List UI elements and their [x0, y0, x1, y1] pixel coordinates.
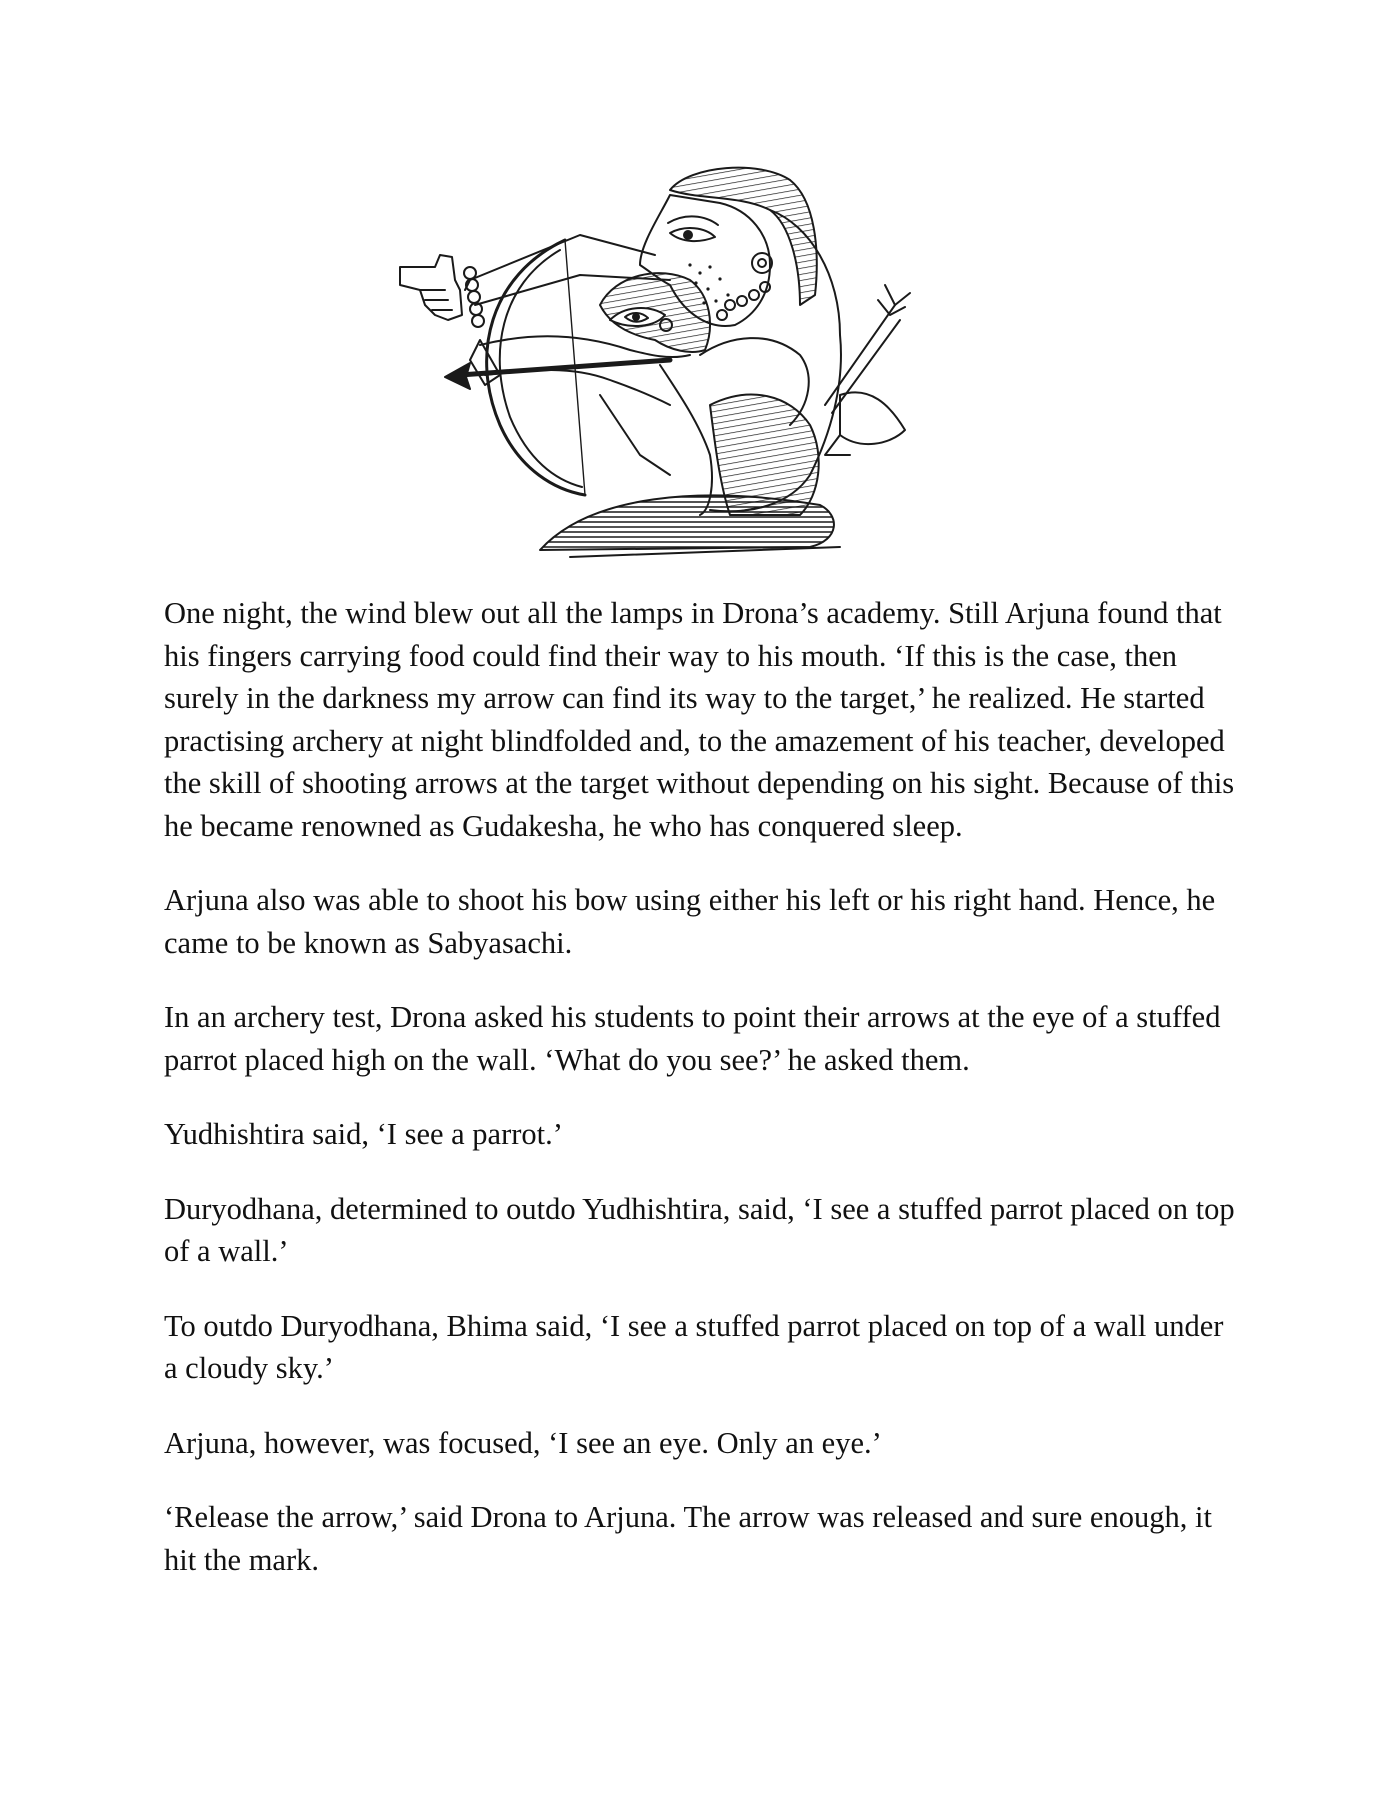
arjuna-body	[710, 395, 819, 515]
story-text	[164, 592, 1244, 1613]
paragraph-7: Arjuna, however, was focused, ‘I see an eye. Only an eye.’	[164, 1425, 882, 1460]
paragraph-4: Yudhishtira said, ‘I see a parrot.’	[164, 1117, 563, 1151]
arrow	[460, 360, 670, 375]
paragraph-5: Duryodhana, determined to outdo Yudhishtira, said, ‘I see a stuffed parrot placed on top of a wall.’	[164, 1191, 1235, 1268]
paragraph-1: One night, the wind blew out all the lamps in Drona’s academy. Still Arjuna found that his fingers carrying food could find their way to his mouth. ‘If this is the case, then surely in the darkness my arrow can find its way to the target,’ he realized. He started practising archery at night blindfolded and, to the amazement of his teacher, developed the skill of shooting arrows at the target without depending on his sight. Because of this he became renowned as Gudakesha, he who has conquered sleep.	[164, 596, 1235, 843]
paragraph-6: To outdo Duryodhana, Bhima said, ‘I see a stuffed parrot placed on top of a wall under a cloudy sky.’	[164, 1308, 1224, 1385]
paragraph-8: ‘Release the arrow,’ said Drona to Arjuna. The arrow was released and sure enough, it hit the mark.	[164, 1500, 1212, 1577]
paragraph-2: Arjuna also was able to shoot his bow using either his left or his right hand. Hence, he came to be known as Sabyasachi.	[164, 883, 1216, 960]
paragraph-3: In an archery test, Drona asked his students to point their arrows at the eye of a stuffed parrot placed high on the wall. ‘What do you see?’ he asked them.	[164, 1000, 1221, 1077]
drona-arjuna-illustration	[370, 155, 1010, 565]
